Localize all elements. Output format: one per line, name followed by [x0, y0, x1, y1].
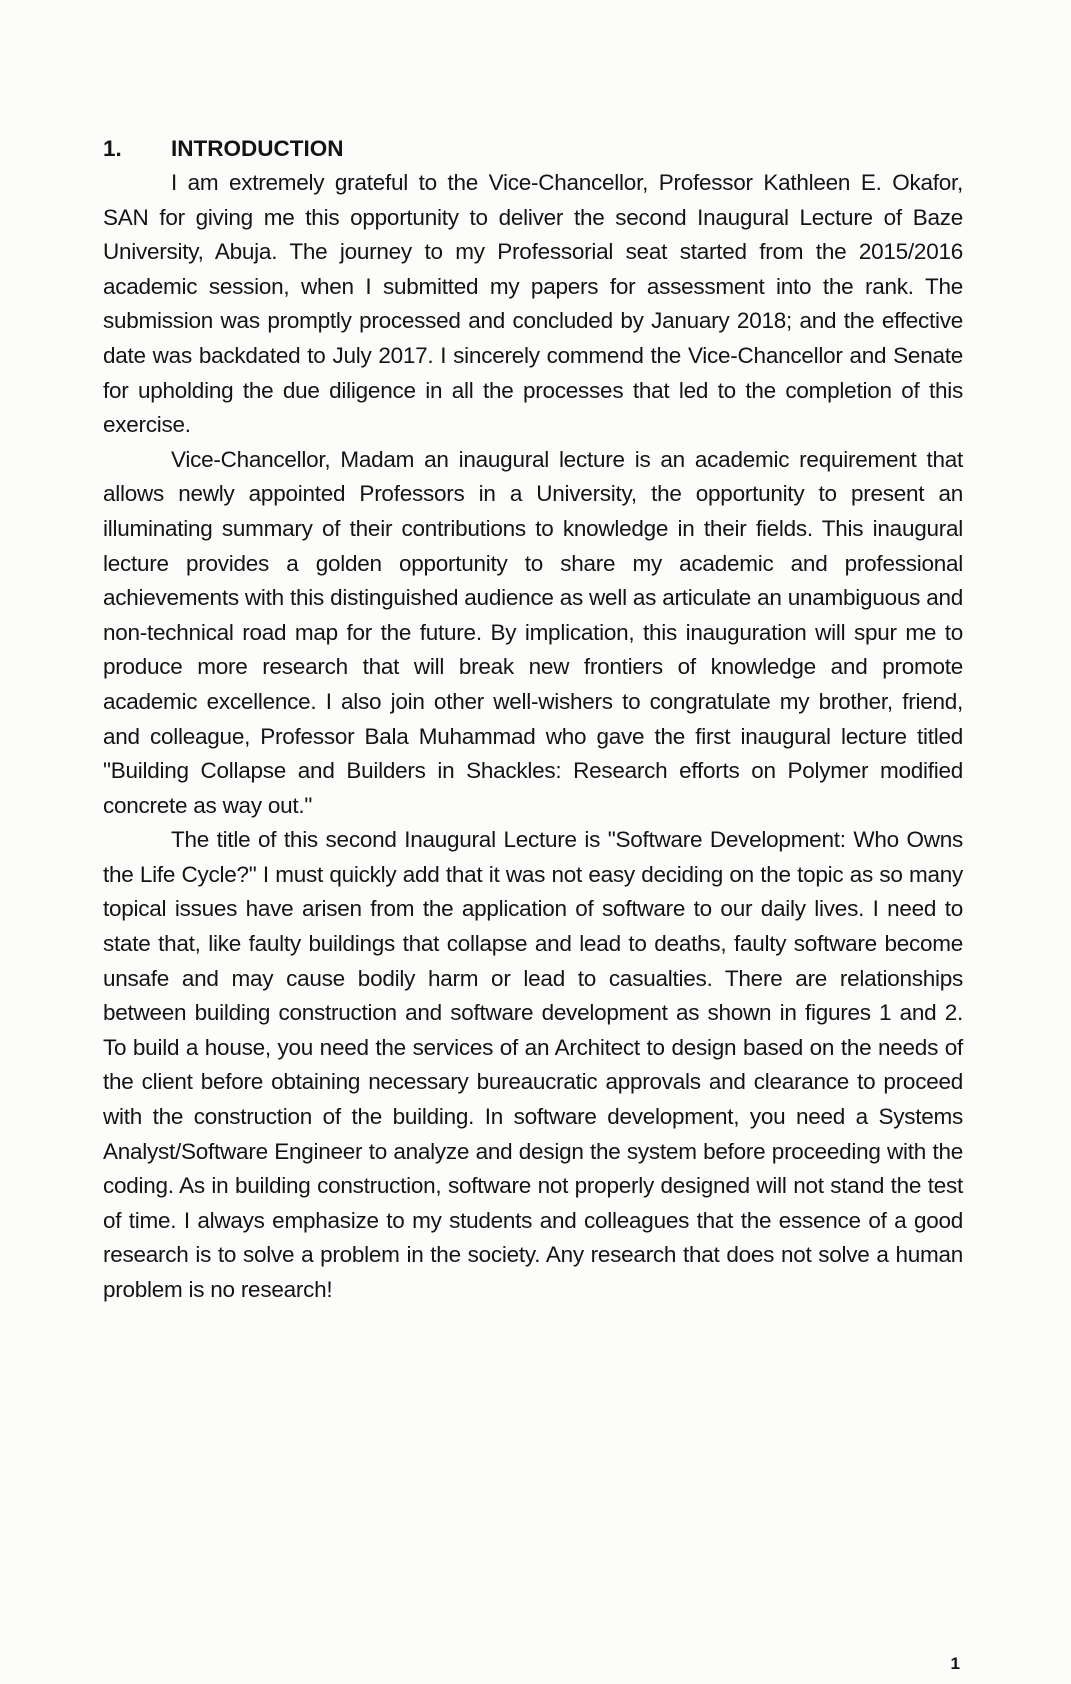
paragraph-inaugural-lecture: Vice-Chancellor, Madam an inaugural lecture is an academic requirement that allows newly appointed Professors in a University, the opportunity to present an illuminating summary of their contributions to knowledge in their fields. This inaugural lecture provides a golden opportunity to share my academic and professional achievements with this distinguished audience as well as articulate an unambiguous and non-technical road map for the future. By implication, this inauguration will spur me to produce more research that will break new frontiers of knowledge and promote academic excellence. I also join other well-wishers to congratulate my brother, friend, and colleague, Professor Bala Muhammad who gave the first inaugural lecture titled "Building Collapse and Builders in Shackles: Research efforts on Polymer modified concrete as way out."	[103, 446, 963, 818]
section-heading	[103, 134, 963, 164]
page-content	[103, 134, 963, 1308]
paragraph-lecture-title: The title of this second Inaugural Lecture is "Software Development: Who Owns the Life Cycle?" I must quickly add that it was not easy deciding on the topic as so many topical issues have arisen from the application of software to our daily lives. I need to state that, like faulty buildings that collapse and lead to deaths, faulty software become unsafe and may cause bodily harm or lead to casualties. There are relationships between building construction and software development as shown in figures 1 and 2. To build a house, you need the services of an Architect to design based on the needs of the client before obtaining necessary bureaucratic approvals and clearance to proceed with the construction of the building. In software development, you need a Systems Analyst/Software Engineer to analyze and design the system before proceeding with the coding. As in building construction, software not properly designed will not stand the test of time. I always emphasize to my students and colleagues that the essence of a good research is to solve a problem in the society. Any research that does not solve a human problem is no research!	[103, 827, 963, 1302]
paragraph-gratitude: I am extremely grateful to the Vice-Chancellor, Professor Kathleen E. Okafor, SAN for giving me this opportunity to deliver the second Inaugural Lecture of Baze University, Abuja. The journey to my Professorial seat started from the 2015/2016 academic session, when I submitted my papers for assessment into the rank. The submission was promptly processed and concluded by January 2018; and the effective date was backdated to July 2017. I sincerely commend the Vice-Chancellor and Senate for upholding the due diligence in all the processes that led to the completion of this exercise.	[103, 170, 963, 438]
section-number: 1.	[103, 136, 122, 161]
page-number: 1	[950, 1654, 960, 1673]
section-title: INTRODUCTION	[171, 136, 344, 161]
